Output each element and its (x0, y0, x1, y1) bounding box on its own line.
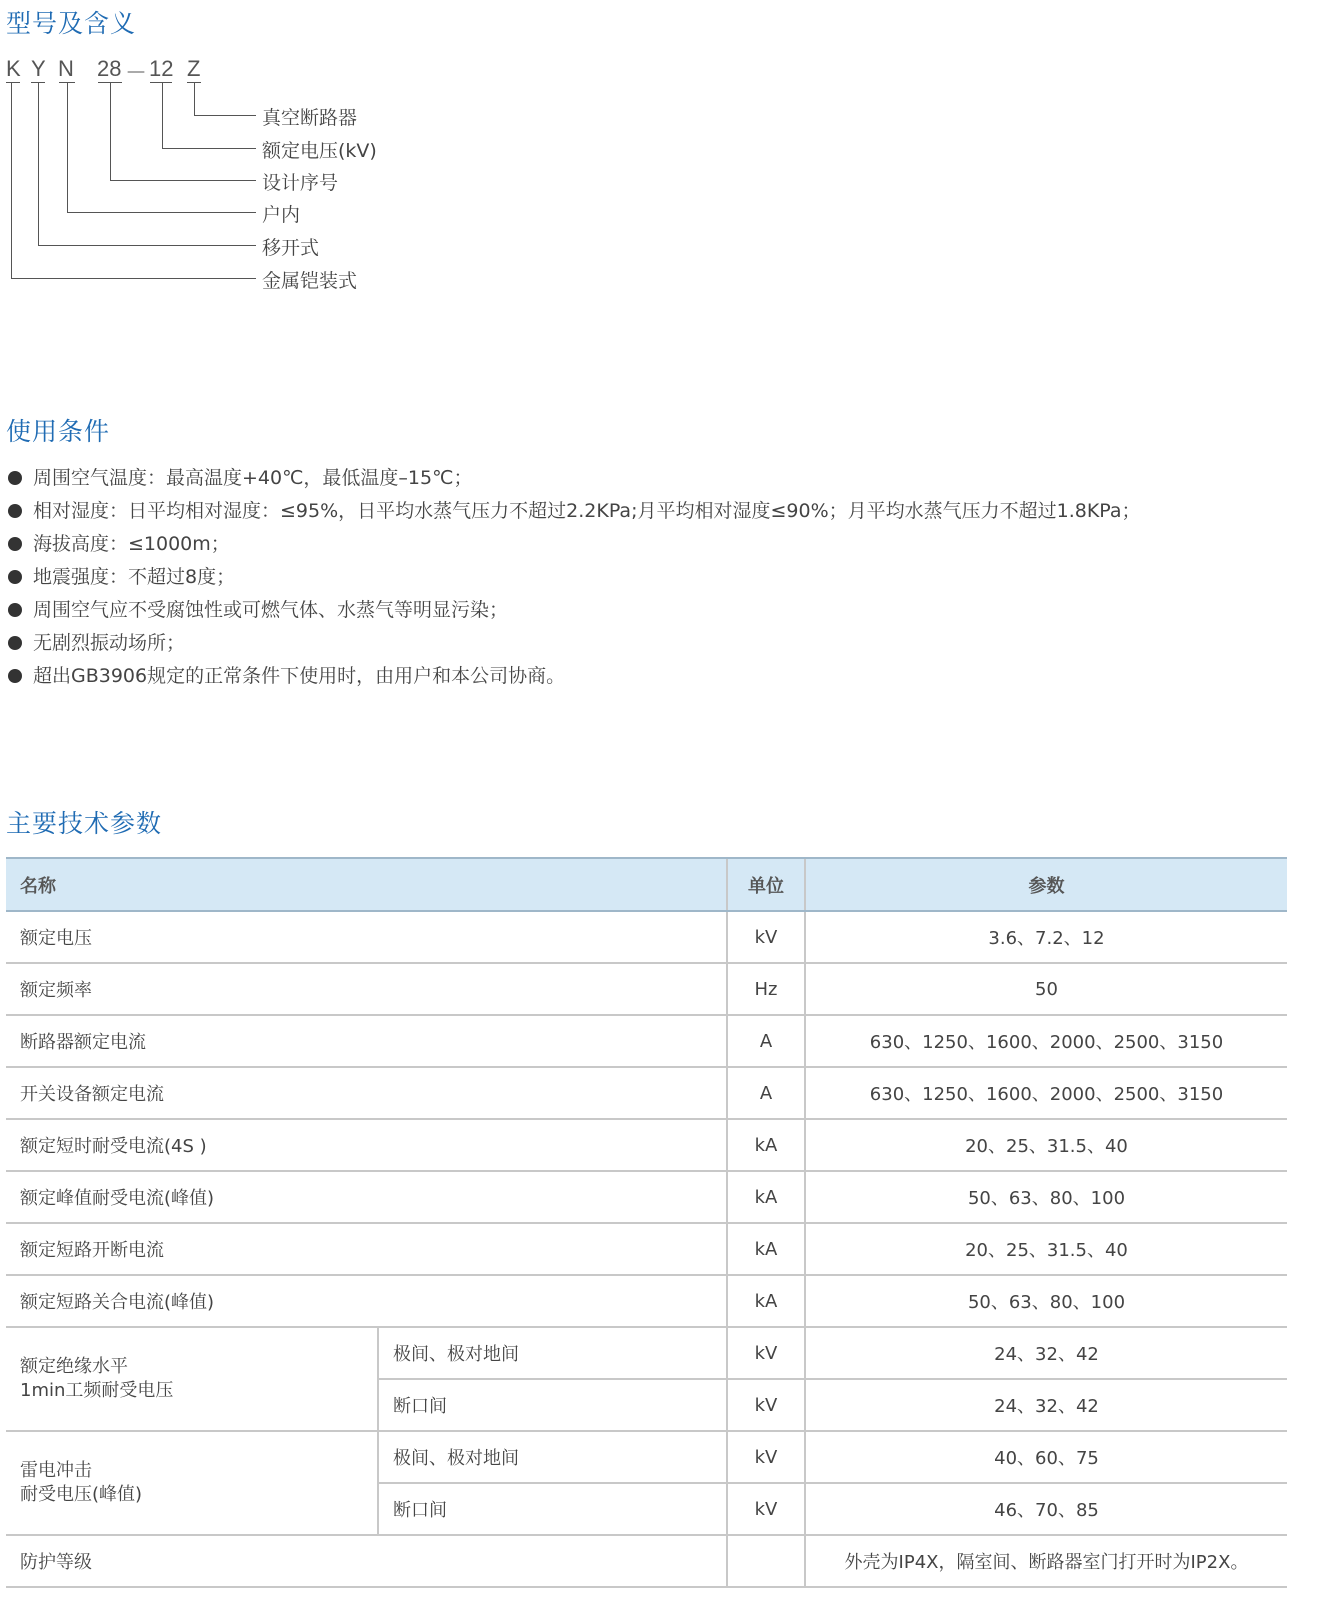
bullet-icon (8, 504, 22, 518)
header-name: 名称 (6, 858, 727, 911)
table-row: 额定绝缘水平 1min工频耐受电压 极间、极对地间 kV 24、32、42 (6, 1327, 1287, 1379)
table-row: 额定短路关合电流(峰值) kA 50、63、80、100 (6, 1275, 1287, 1327)
bullet-icon (8, 669, 22, 683)
meaning-rated-voltage: 额定电压(kV) (262, 140, 377, 162)
insulation-name: 额定绝缘水平 1min工频耐受电压 (6, 1327, 378, 1431)
header-value: 参数 (805, 858, 1287, 911)
code-number-12: 12 (149, 56, 174, 81)
table-row: 断口间 kV 46、70、85 (6, 1483, 1287, 1535)
condition-item: 海拔高度：≤1000m； (8, 527, 1141, 560)
table-row: 防护等级 外壳为IP4X，隔室间、断路器室门打开时为IP2X。 (6, 1535, 1287, 1587)
table-row: 额定频率 Hz 50 (6, 963, 1287, 1015)
table-row: 额定短时耐受电流(4S ) kA 20、25、31.5、40 (6, 1119, 1287, 1171)
condition-item: 地震强度：不超过8度； (8, 560, 1141, 593)
code-letter-z: Z (187, 56, 201, 81)
table-row: 雷电冲击 耐受电压(峰值) 极间、极对地间 kV 40、60、75 (6, 1431, 1287, 1483)
meaning-vacuum-breaker: 真空断路器 (262, 107, 358, 129)
code-letter-y: Y (31, 56, 46, 81)
table-row: 额定峰值耐受电流(峰值) kA 50、63、80、100 (6, 1171, 1287, 1223)
condition-item: 无剧烈振动场所； (8, 626, 1141, 659)
meaning-metal-clad: 金属铠装式 (262, 270, 358, 292)
bullet-icon (8, 471, 22, 485)
bullet-icon (8, 537, 22, 551)
params-table (6, 857, 1287, 1588)
meaning-indoor: 户内 (262, 204, 301, 226)
table-header-row (6, 858, 1287, 911)
meaning-withdrawable: 移开式 (262, 237, 320, 259)
bullet-icon (8, 603, 22, 617)
table-row: 开关设备额定电流 A 630、1250、1600、2000、2500、3150 (6, 1067, 1287, 1119)
section-title-params: 主要技术参数 (6, 809, 163, 838)
condition-item: 超出GB3906规定的正常条件下使用时，由用户和本公司协商。 (8, 659, 1141, 692)
condition-item: 相对湿度：日平均相对湿度：≤95%，日平均水蒸气压力不超过2.2KPa;月平均相对湿度≤90%；月平均水蒸气压力不超过1.8KPa； (8, 494, 1141, 527)
bullet-icon (8, 636, 22, 650)
header-unit: 单位 (727, 858, 805, 911)
table-row: 断路器额定电流 A 630、1250、1600、2000、2500、3150 (6, 1015, 1287, 1067)
lightning-name: 雷电冲击 耐受电压(峰值) (6, 1431, 378, 1535)
condition-item: 周围空气温度：最高温度+40℃，最低温度–15℃； (8, 461, 1141, 494)
table-row: 额定短路开断电流 kA 20、25、31.5、40 (6, 1223, 1287, 1275)
code-dash: － (125, 60, 148, 85)
table-row: 断口间 kV 24、32、42 (6, 1379, 1287, 1431)
section-title-conditions: 使用条件 (6, 417, 111, 446)
code-number-28: 28 (97, 56, 122, 81)
table-row: 额定电压 kV 3.6、7.2、12 (6, 911, 1287, 963)
code-letter-n: N (58, 56, 74, 81)
code-letter-k: K (6, 56, 21, 81)
conditions-list (8, 461, 1141, 692)
meaning-design-number: 设计序号 (262, 172, 339, 194)
section-title-model: 型号及含义 (6, 9, 137, 38)
bullet-icon (8, 570, 22, 584)
condition-item: 周围空气应不受腐蚀性或可燃气体、水蒸气等明显污染； (8, 593, 1141, 626)
